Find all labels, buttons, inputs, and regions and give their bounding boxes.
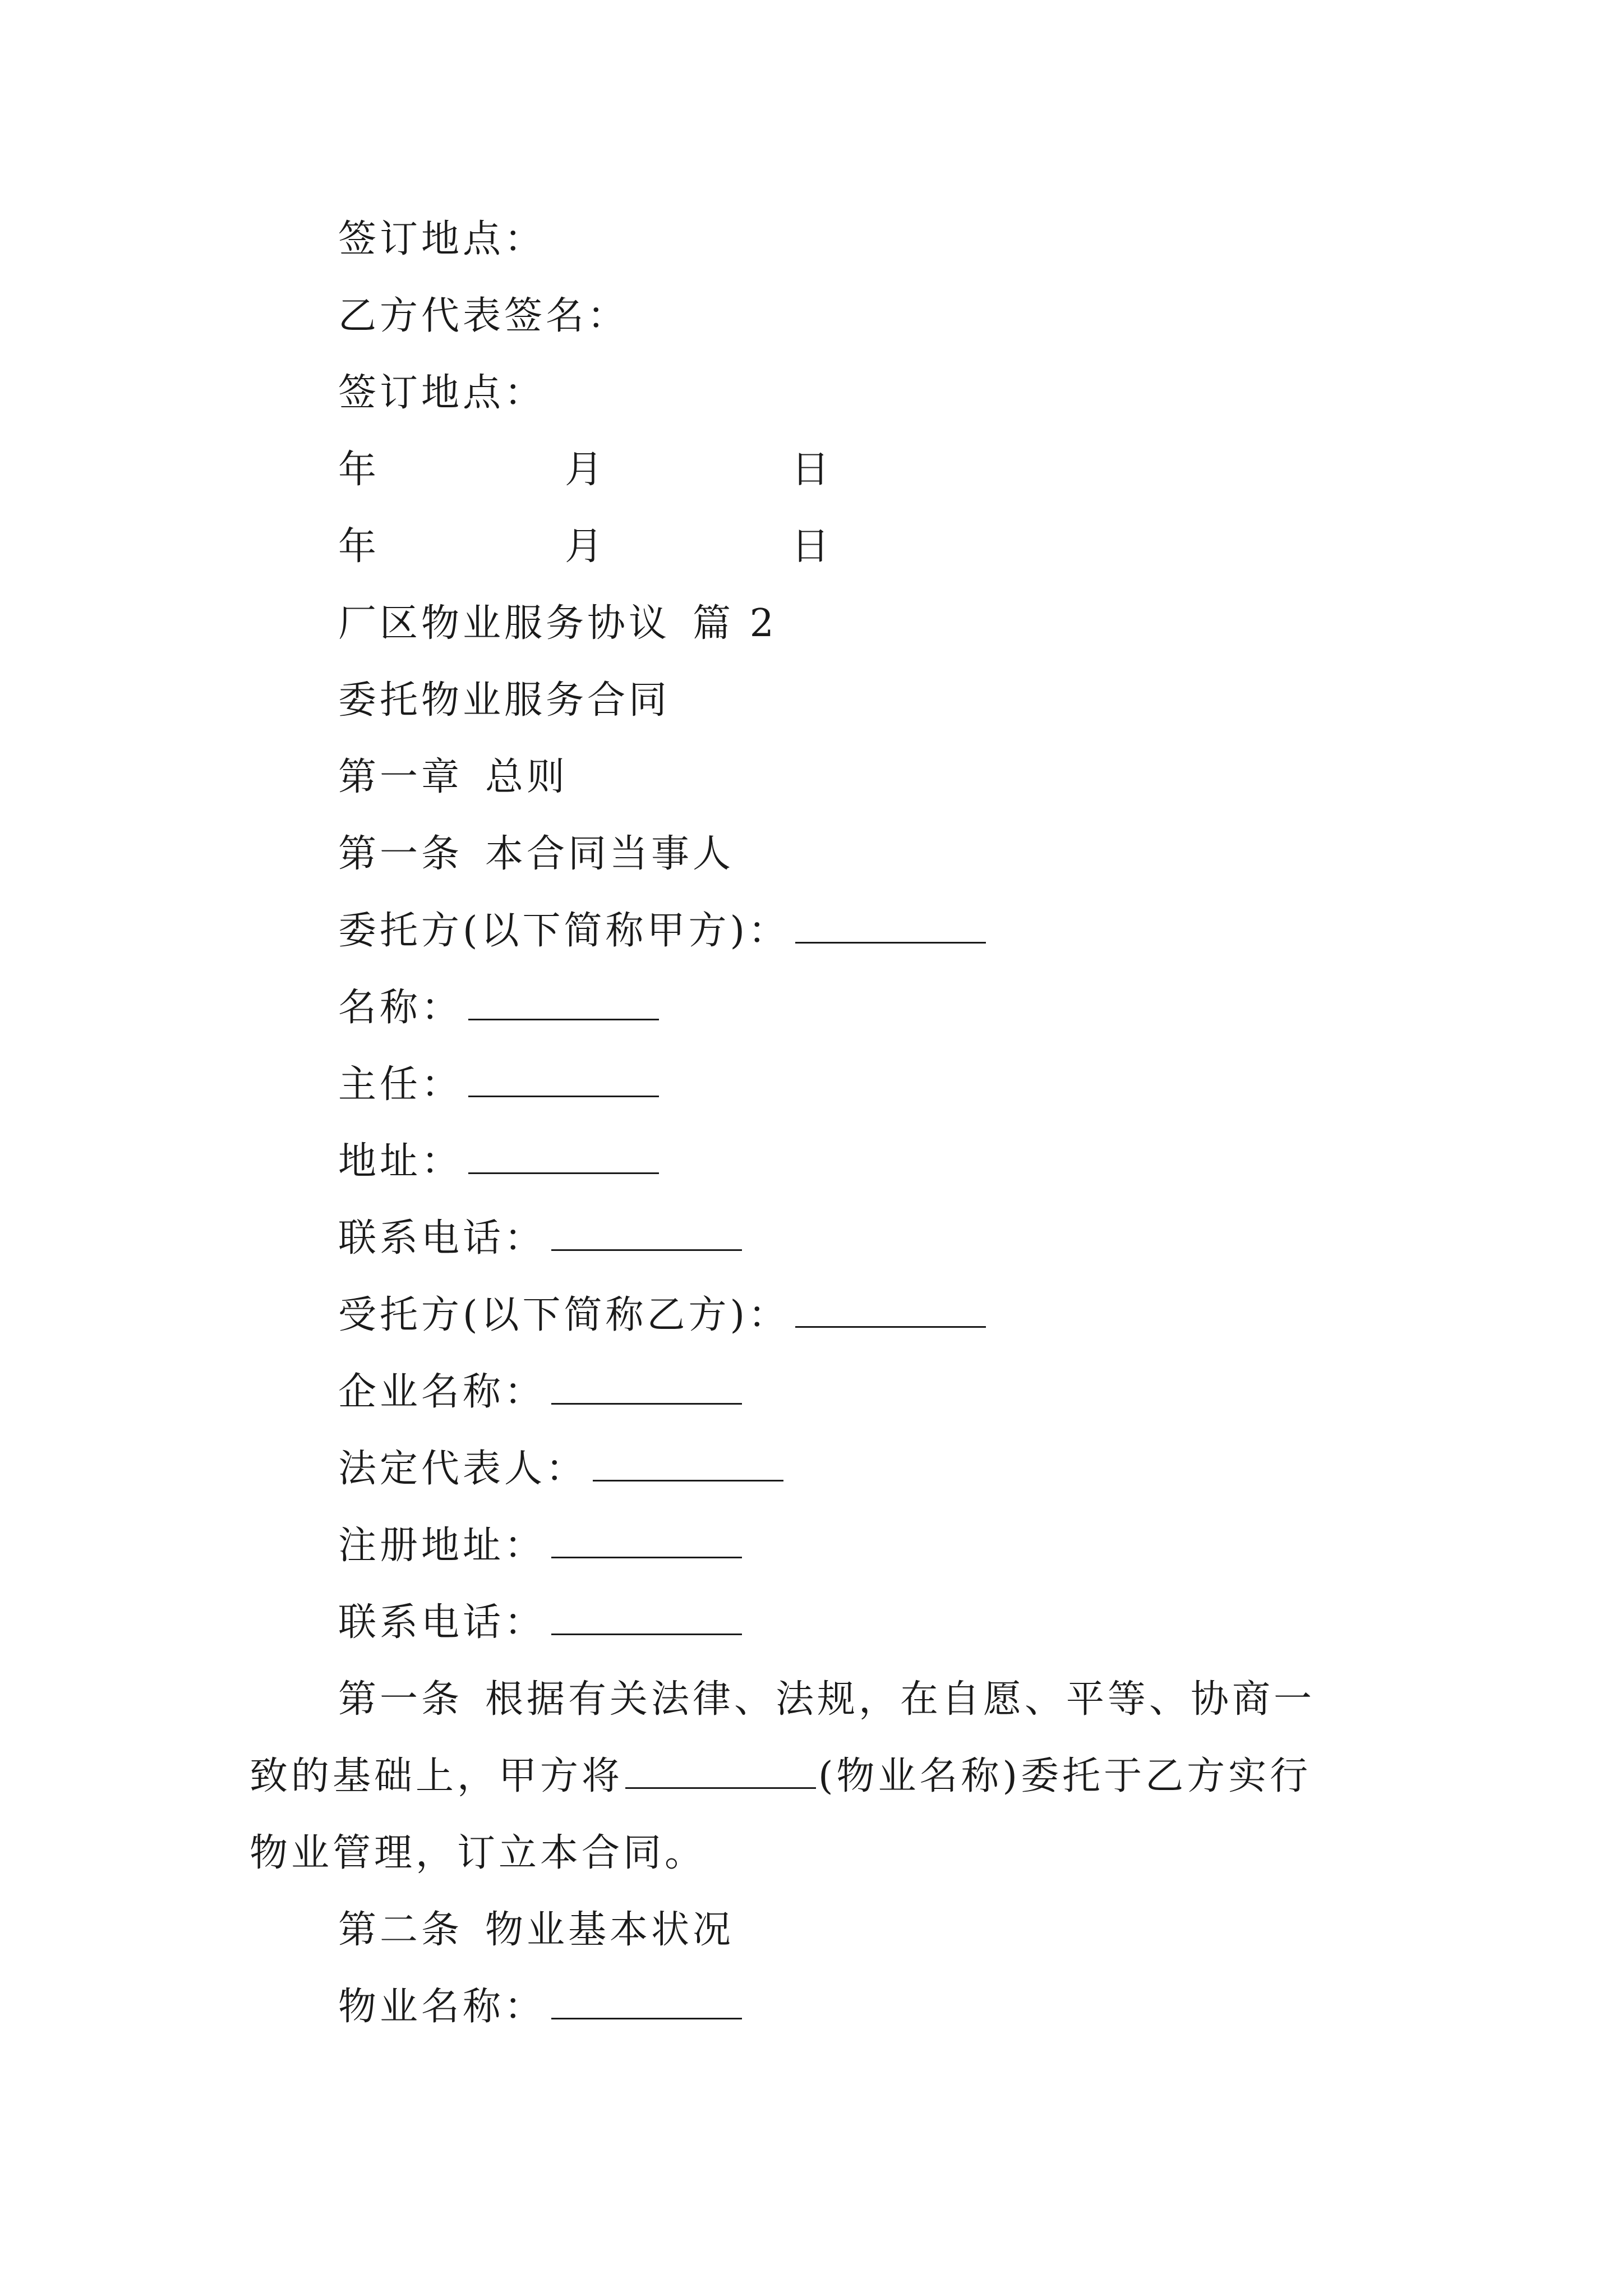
article-1-title: 本合同当事人 — [485, 832, 735, 876]
date-line-1 — [338, 448, 833, 493]
chapter-heading — [338, 755, 568, 800]
signing-location-label: 签订地点： — [338, 217, 546, 261]
client-blank — [795, 913, 986, 944]
phone-blank-2 — [551, 1604, 742, 1635]
director-blank — [468, 1066, 659, 1097]
client-line — [338, 909, 986, 954]
legal-rep-label: 法定代表人： — [338, 1447, 588, 1491]
article-1-heading — [338, 832, 734, 877]
date-day-2: 日 — [791, 524, 833, 569]
article-2-heading — [338, 1908, 734, 1953]
section-heading-number: 篇 2 — [693, 601, 777, 646]
paragraph-text-3: (物业名称)委托于乙方实行 — [818, 1754, 1312, 1798]
name-blank — [468, 990, 659, 1020]
reg-address-line — [338, 1524, 742, 1568]
chapter-title: 总则 — [485, 755, 569, 799]
phone-line-1 — [338, 1216, 742, 1261]
date-month-1: 月 — [565, 448, 607, 492]
section-heading — [338, 601, 777, 646]
company-label: 企业名称： — [338, 1370, 546, 1414]
trustee-blank — [795, 1297, 986, 1328]
paragraph-article-number: 第一条 — [338, 1677, 463, 1722]
trustee-line — [338, 1293, 986, 1338]
name-label: 名称： — [338, 986, 463, 1030]
legal-rep-blank — [593, 1451, 783, 1481]
contract-title-text: 委托物业服务合同 — [338, 678, 671, 723]
reg-address-label: 注册地址： — [338, 1524, 546, 1568]
trustee-label: 受托方(以下简称乙方)： — [338, 1293, 790, 1337]
company-blank — [551, 1374, 742, 1405]
legal-rep-line — [338, 1447, 783, 1492]
address-line — [338, 1139, 659, 1184]
signing-location-line-2 — [338, 371, 546, 416]
director-line — [338, 1062, 659, 1107]
name-line — [338, 986, 659, 1030]
signing-location-line — [338, 217, 546, 262]
article-1-number: 第一条 — [338, 832, 463, 876]
signing-location-label-2: 签订地点： — [338, 371, 546, 415]
paragraph-text-1: 根据有关法律、法规，在自愿、平等、协商一 — [485, 1677, 1316, 1722]
address-blank — [468, 1143, 659, 1174]
article-2-number: 第二条 — [338, 1908, 463, 1952]
property-name-field-blank — [551, 1989, 742, 2019]
date-day-1: 日 — [791, 448, 833, 492]
phone-line-2 — [338, 1600, 742, 1645]
date-year-1: 年 — [338, 448, 380, 492]
reg-address-blank — [551, 1527, 742, 1558]
phone-blank-1 — [551, 1220, 742, 1251]
party-b-signature-line — [338, 294, 629, 339]
date-year-2: 年 — [338, 524, 380, 569]
article-2-title: 物业基本状况 — [485, 1908, 735, 1952]
paragraph-text-4: 物业管理，订立本合同。 — [250, 1831, 707, 1875]
property-name-line — [338, 1985, 742, 2030]
date-month-2: 月 — [565, 524, 607, 569]
phone-label-1: 联系电话： — [338, 1216, 546, 1260]
contract-title — [338, 678, 670, 723]
phone-label-2: 联系电话： — [338, 1600, 546, 1645]
director-label: 主任： — [338, 1062, 463, 1107]
chapter-number: 第一章 — [338, 755, 463, 799]
property-name-blank — [625, 1758, 816, 1789]
paragraph-line-1 — [338, 1677, 1315, 1722]
party-b-signature-label: 乙方代表签名： — [338, 294, 629, 338]
section-heading-title: 厂区物业服务协议 — [338, 601, 671, 646]
client-label: 委托方(以下简称甲方)： — [338, 909, 790, 953]
date-line-2 — [338, 524, 833, 569]
company-line — [338, 1370, 742, 1415]
property-name-label: 物业名称： — [338, 1985, 546, 2029]
address-label: 地址： — [338, 1139, 463, 1184]
paragraph-text-2: 致的基础上，甲方将 — [250, 1754, 624, 1798]
paragraph-line-2 — [250, 1754, 1394, 1799]
paragraph-line-3 — [250, 1831, 1394, 1876]
